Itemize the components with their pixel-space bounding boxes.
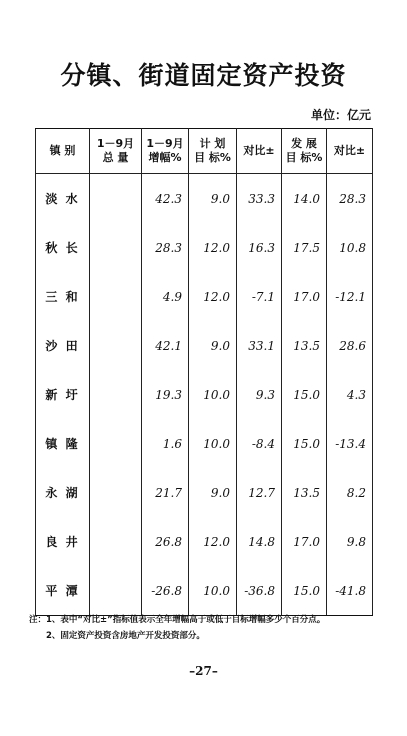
cell-dev: 14.0 bbox=[282, 174, 327, 224]
cell-total bbox=[90, 174, 142, 224]
footnote-1: 注：1、表中“对比±”指标值表示全年增幅高于或低于目标增幅多少个百分点。 bbox=[29, 615, 326, 625]
cell-diff-plan: -7.1 bbox=[237, 272, 282, 321]
cell-town: 秋 长 bbox=[36, 223, 90, 272]
page-title: 分镇、街道固定资产投资 bbox=[60, 61, 347, 90]
investment-table bbox=[35, 128, 373, 616]
cell-dev: 15.0 bbox=[282, 566, 327, 616]
cell-diff-dev: 4.3 bbox=[327, 370, 373, 419]
cell-dev: 15.0 bbox=[282, 419, 327, 468]
cell-dev: 17.0 bbox=[282, 272, 327, 321]
table-row bbox=[36, 566, 373, 616]
cell-dev: 17.5 bbox=[282, 223, 327, 272]
cell-diff-dev: 8.2 bbox=[327, 468, 373, 517]
cell-diff-plan: -36.8 bbox=[237, 566, 282, 616]
cell-town: 淡 水 bbox=[36, 174, 90, 224]
cell-growth: 1.6 bbox=[142, 419, 189, 468]
header-total: 1－9月 总 量 bbox=[90, 129, 142, 174]
table-row bbox=[36, 517, 373, 566]
unit-label: 单位：亿元 bbox=[310, 108, 371, 122]
cell-diff-dev: -41.8 bbox=[327, 566, 373, 616]
cell-total bbox=[90, 223, 142, 272]
cell-town: 镇 隆 bbox=[36, 419, 90, 468]
cell-town: 良 井 bbox=[36, 517, 90, 566]
cell-plan: 9.0 bbox=[189, 174, 237, 224]
cell-growth: 42.3 bbox=[142, 174, 189, 224]
cell-diff-plan: 33.3 bbox=[237, 174, 282, 224]
cell-plan: 12.0 bbox=[189, 223, 237, 272]
table-row bbox=[36, 272, 373, 321]
table-row bbox=[36, 370, 373, 419]
table-header-row bbox=[36, 129, 373, 174]
cell-diff-plan: 9.3 bbox=[237, 370, 282, 419]
page-number: –27– bbox=[189, 664, 218, 678]
cell-diff-plan: 14.8 bbox=[237, 517, 282, 566]
cell-dev: 13.5 bbox=[282, 468, 327, 517]
cell-growth: -26.8 bbox=[142, 566, 189, 616]
header-growth: 1－9月 增幅% bbox=[142, 129, 189, 174]
cell-plan: 10.0 bbox=[189, 566, 237, 616]
cell-growth: 26.8 bbox=[142, 517, 189, 566]
table-row bbox=[36, 174, 373, 224]
cell-town: 三 和 bbox=[36, 272, 90, 321]
cell-total bbox=[90, 419, 142, 468]
cell-diff-dev: 9.8 bbox=[327, 517, 373, 566]
cell-plan: 12.0 bbox=[189, 272, 237, 321]
cell-growth: 21.7 bbox=[142, 468, 189, 517]
header-diff-dev: 对比± bbox=[327, 129, 373, 174]
cell-diff-plan: 33.1 bbox=[237, 321, 282, 370]
cell-diff-dev: 28.6 bbox=[327, 321, 373, 370]
cell-town: 沙 田 bbox=[36, 321, 90, 370]
cell-town: 永 湖 bbox=[36, 468, 90, 517]
header-dev-target: 发 展 目 标% bbox=[282, 129, 327, 174]
cell-dev: 13.5 bbox=[282, 321, 327, 370]
cell-plan: 9.0 bbox=[189, 468, 237, 517]
cell-plan: 10.0 bbox=[189, 370, 237, 419]
table-row bbox=[36, 321, 373, 370]
cell-diff-dev: 28.3 bbox=[327, 174, 373, 224]
header-diff-plan: 对比± bbox=[237, 129, 282, 174]
cell-diff-plan: 12.7 bbox=[237, 468, 282, 517]
cell-plan: 12.0 bbox=[189, 517, 237, 566]
cell-plan: 9.0 bbox=[189, 321, 237, 370]
cell-town: 新 圩 bbox=[36, 370, 90, 419]
header-town: 镇 别 bbox=[36, 129, 90, 174]
cell-dev: 17.0 bbox=[282, 517, 327, 566]
cell-growth: 28.3 bbox=[142, 223, 189, 272]
cell-total bbox=[90, 468, 142, 517]
cell-diff-dev: -13.4 bbox=[327, 419, 373, 468]
cell-total bbox=[90, 517, 142, 566]
footnotes bbox=[29, 612, 389, 644]
cell-diff-dev: -12.1 bbox=[327, 272, 373, 321]
cell-diff-plan: -8.4 bbox=[237, 419, 282, 468]
table-row bbox=[36, 468, 373, 517]
cell-growth: 19.3 bbox=[142, 370, 189, 419]
cell-total bbox=[90, 321, 142, 370]
cell-town: 平 潭 bbox=[36, 566, 90, 616]
cell-total bbox=[90, 272, 142, 321]
cell-plan: 10.0 bbox=[189, 419, 237, 468]
cell-total bbox=[90, 566, 142, 616]
header-plan-target: 计 划 目 标% bbox=[189, 129, 237, 174]
cell-diff-plan: 16.3 bbox=[237, 223, 282, 272]
cell-total bbox=[90, 370, 142, 419]
table-row bbox=[36, 419, 373, 468]
cell-diff-dev: 10.8 bbox=[327, 223, 373, 272]
cell-growth: 4.9 bbox=[142, 272, 189, 321]
table-row bbox=[36, 223, 373, 272]
footnote-2: 2、固定资产投资含房地产开发投资部分。 bbox=[46, 631, 205, 641]
cell-dev: 15.0 bbox=[282, 370, 327, 419]
cell-growth: 42.1 bbox=[142, 321, 189, 370]
